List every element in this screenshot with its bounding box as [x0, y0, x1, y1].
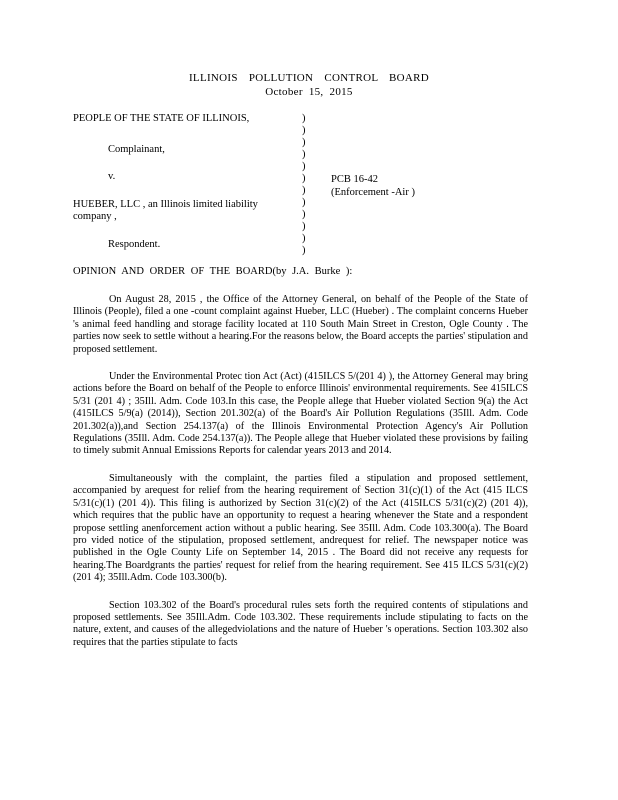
caption-respondent: Respondent. [108, 239, 161, 250]
caption-people: PEOPLE OF THE STATE OF ILLINOIS, [73, 113, 250, 124]
case-caption [73, 113, 543, 261]
caption-complainant: Complainant, [108, 144, 165, 155]
paragraph-summary: On August 28, 2015 , the Office of the Attorney General, on behalf of the People of the State of Illinois (People), filed a one -count complaint against Hueber, LLC (Hueber) . The complaint concerns Hueber 's animal feed handling and storage facility located at 110 South Main Street in Creston, Ogle County . The parties now seek to settle without a hearing.For the reasons below, the Board accepts the parties' stipulation and proposed settlement. [73, 294, 528, 355]
case-type: (Enforcement -Air ) [331, 187, 415, 198]
board-title: ILLINOIS POLLUTION CONTROL BOARD [188, 72, 430, 84]
caption-parentheses: ) ) ) ) ) ) ) ) ) ) ) ) [302, 113, 306, 256]
document-body [73, 294, 528, 664]
paragraph-environmental-act: Under the Environmental Protec tion Act (Act) (415ILCS 5/(201 4) ), the Attorney General may bring actions before the Board on behalf of the People to enforce Illinois' environmental requirements. See 415ILCS 5/31 (201 4) ; 35Ill. Adm. Code 103.In this case, the People allege that Hueber violated Section 9(a) the Act (415ILCS 5/9(a) (2014)), Section 201.302(a) of the Board's Air Pollution Regulations (35Ill. Adm. Code 201.302(a)),and Section 254.137(a) of the Illinois Environmental Protection Agency's Air Pollution Regulations (35Ill. Adm. Code 254.137(a)). The People allege that Hueber violated these provisions by failing to timely submit Annual Emissions Reports for calendar years 2013 and 2014. [73, 371, 528, 457]
opinion-heading: OPINION AND ORDER OF THE BOARD(by J.A. Burke ): [73, 266, 353, 277]
paragraph-stipulation: Simultaneously with the complaint, the parties filed a stipulation and proposed settlement, accompanied by arequest for relief from the hearing requirement of Section 31(c)(1) of the Act (415 ILCS 5/31(c)(1) (201 4)). This filing is authorized by Section 31(c)(2) of the Act (415ILCS 5/31(c)(2) (201 4)), which requires that the public have an opportunity to request a hearing whenever the State and a respondent propose settling anenforcement action without a public hearing. See 35Ill. Adm. Code 103.300(a). The Board pro vided notice of the stipulation, proposed settlement, andrequest for relief. The newspaper notice was published in the Ogle County Life on September 14, 2015 . The Board did not receive any requests for hearing.The Boardgrants the parties' request for relief from the hearing requirement. See 415 ILCS 5/31(c)(2) (201 4); 35Ill.Adm. Code 103.300(b). [73, 472, 528, 584]
opinion-date: October 15, 2015 [265, 86, 353, 98]
caption-versus: v. [108, 171, 116, 182]
caption-case-info [331, 173, 415, 199]
caption-respondent-name-cont: company , [73, 211, 117, 222]
caption-respondent-name: HUEBER, LLC , an Illinois limited liability [73, 199, 258, 210]
case-number: PCB 16-42 [331, 174, 378, 185]
paragraph-procedural-rules: Section 103.302 of the Board's procedural rules sets forth the required contents of stipulations and proposed settlements. See 35Ill.Adm. Code 103.302. These requirements include stipulating to facts on the nature, extent, and causes of the allegedviolations and the nature of Hueber 's operations. Section 103.302 also requires that the parties stipulate to facts [73, 599, 528, 648]
